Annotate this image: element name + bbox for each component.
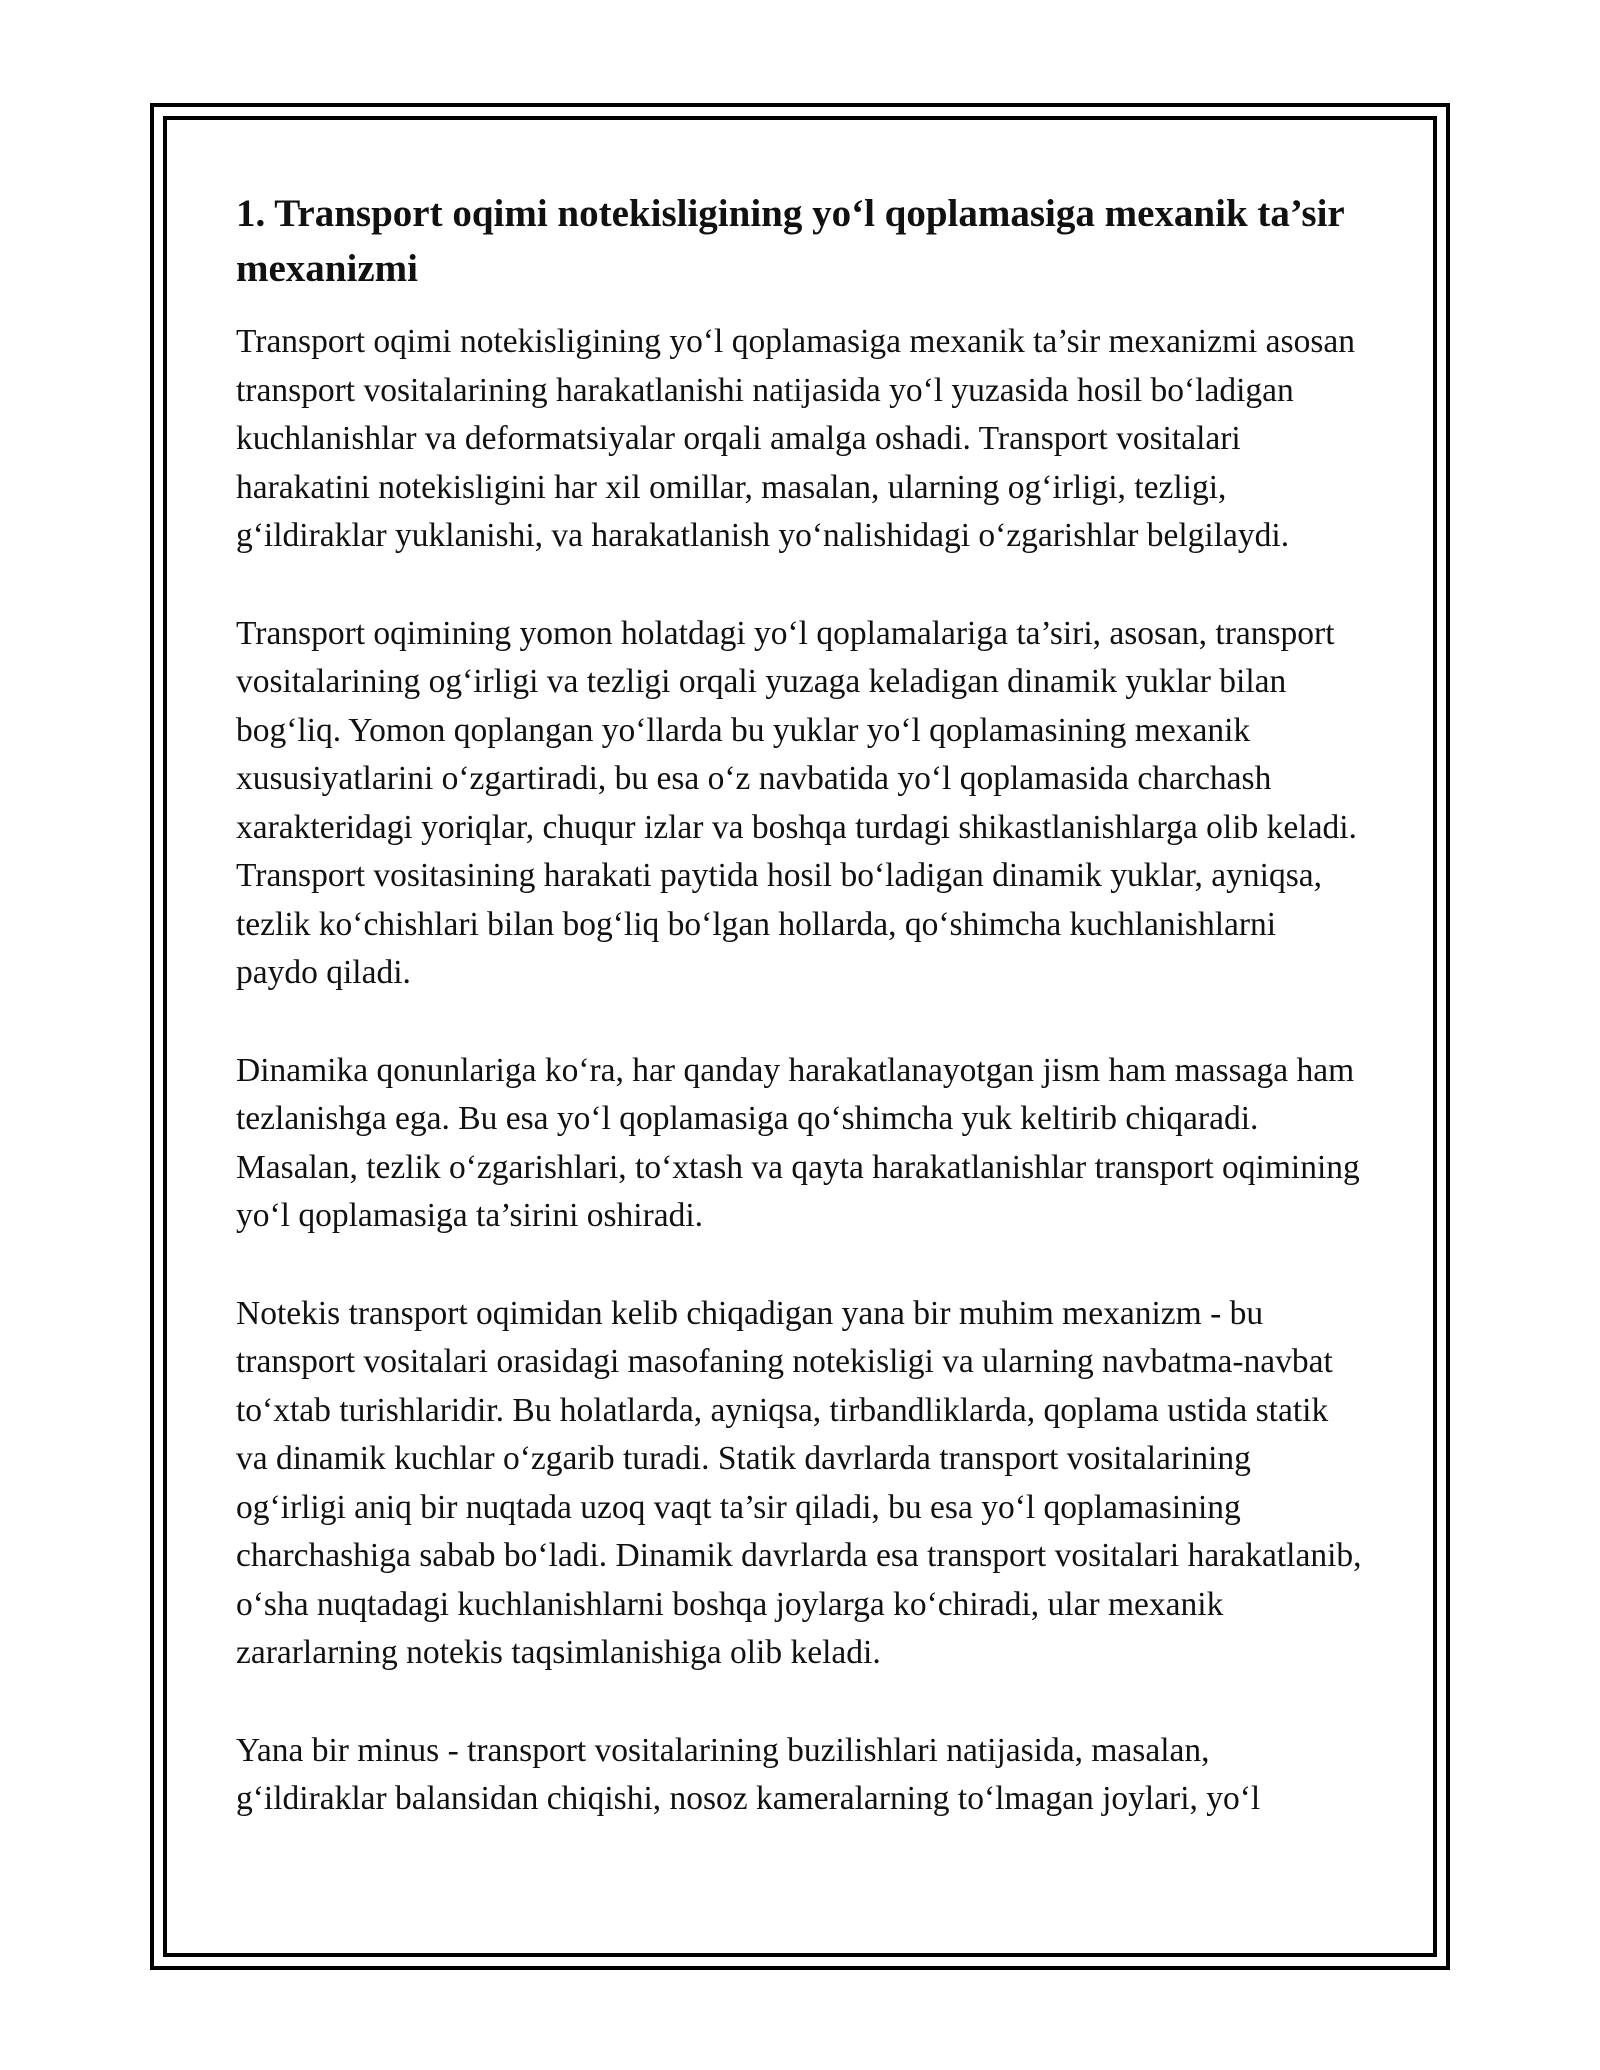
paragraph-3: Dinamika qonunlariga ko‘ra, har qanday harakatlanayotgan jism ham massaga ham tezlanishga ega. Bu esa yo‘l qoplamasiga qo‘shimcha yuk keltirib chiqaradi. Masalan, tezlik o‘zgarishlari, to‘xtash va qayta harakatlanishlar transport oqimining yo‘l qoplamasiga ta’sirini oshiradi. bbox=[236, 1051, 1360, 1234]
paragraph-4: Notekis transport oqimidan kelib chiqadigan yana bir muhim mexanizm - bu transport vositalari orasidagi masofaning notekisligi va ularning navbatma-navbat to‘xtab turishlaridir. Bu holatlarda, ayniqsa, tirbandliklarda, qoplama ustida statik va dinamik kuchlar o‘zgarib turadi. Statik davrlarda transport vositalarining og‘irligi aniq bir nuqtada uzoq vaqt ta’sir qiladi, bu esa yo‘l qoplamasining charchashiga sabab bo‘ladi. Dinamik davrlarda esa transport vositalari harakatlanib, o‘sha nuqtadagi kuchlanishlarni boshqa joylarga ko‘chiradi, ular mexanik zararlarning notekis taqsimlanishiga olib keladi. bbox=[236, 1294, 1362, 1671]
section-title: 1. Transport oqimi notekisligining yo‘l qoplamasiga mexanik ta’sir mexanizmi bbox=[236, 192, 1345, 290]
paragraph-2: Transport oqimining yomon holatdagi yo‘l qoplamalariga ta’siri, asosan, transport vositalarining og‘irligi va tezligi orqali yuzaga keladigan dinamik yuklar bilan bog‘liq. Yomon qoplangan yo‘llarda bu yuklar yo‘l qoplamasining mexanik xususiyatlarini o‘zgartiradi, bu esa o‘z navbatida yo‘l qoplamasida charchash xarakteridagi yoriqlar, chuqur izlar va boshqa turdagi shikastlanishlarga olib keladi. Transport vositasining harakati paytida hosil bo‘ladigan dinamik yuklar, ayniqsa, tezlik ko‘chishlari bilan bog‘liq bo‘lgan hollarda, qo‘shimcha kuchlanishlarni paydo qiladi. bbox=[236, 614, 1357, 991]
paragraph-1: Transport oqimi notekisligining yo‘l qoplamasiga mexanik ta’sir mexanizmi asosan transport vositalarining harakatlanishi natijasida yo‘l yuzasida hosil bo‘ladigan kuchlanishlar va deformatsiyalar orqali amalga oshadi. Transport vositalari harakatini notekisligini har xil omillar, masalan, ularning og‘irligi, tezligi, g‘ildiraklar yuklanishi, va harakatlanish yo‘nalishidagi o‘zgarishlar belgilaydi. bbox=[236, 323, 1355, 554]
document-body bbox=[236, 186, 1366, 1873]
paragraph-5: Yana bir minus - transport vositalarining buzilishlari natijasida, masalan, g‘ildiraklar balansidan chiqishi, nosoz kameralarning to‘lmagan joylari, yo‘l bbox=[236, 1731, 1261, 1817]
